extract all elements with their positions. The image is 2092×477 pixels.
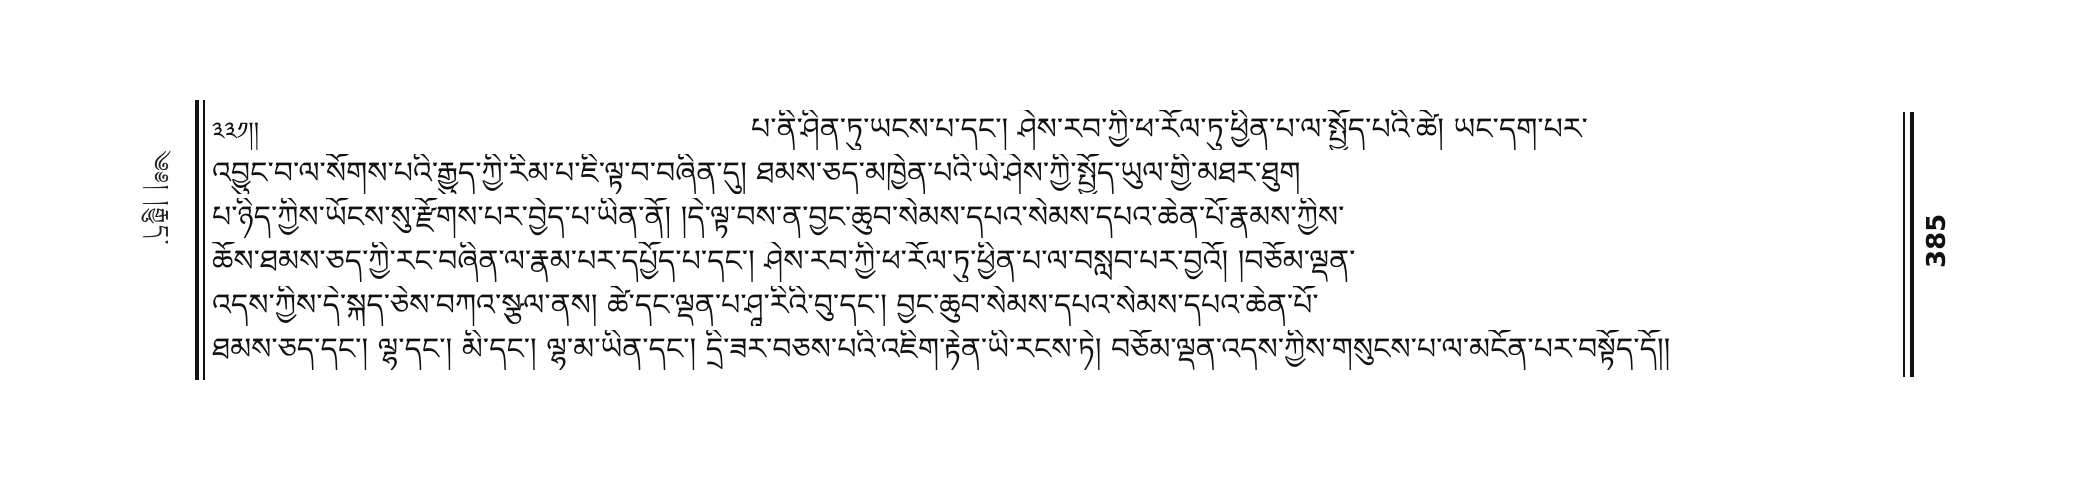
page-number: 385	[1922, 213, 1952, 268]
text-line: པ་ཉིད་ཀྱིས་ཡོངས་སུ་རྫོགས་པར་བྱེད་པ་ཡིན་ནོ། །དེ་ལྟ་བས་ན་བྱང་ཆུབ་སེམས་དཔའ་སེམས་དཔའ་ཆེན་པོ་རྣམས་ཀྱིས་	[212, 200, 1345, 235]
text-line: ཐམས་ཅད་དང་། ལྷ་དང་། མི་དང་། ལྷ་མ་ཡིན་དང་། དྲི་ཟར་བཅས་པའི་འཇིག་རྟེན་ཡི་རངས་ཏེ། བཅོམ་ལྡན་འདས་ཀྱིས་གསུངས་པ་ལ་མངོན་པར་བསྟོད་དོ།།	[212, 332, 1671, 367]
text-line-content: པ་ནི་ཤིན་ཏུ་ཡངས་པ་དང་། ཤེས་རབ་ཀྱི་ཕ་རོལ་ཏུ་ཕྱིན་པ་ལ་སྤྱོད་པའི་ཚེ། ཡང་དག་པར་	[751, 112, 1588, 147]
text-block	[212, 110, 1897, 370]
folio-marker: ༣༣༡།།	[212, 117, 260, 145]
left-border-outer	[195, 100, 199, 380]
text-line: འདས་ཀྱིས་དེ་སྐད་ཅེས་བཀའ་སྩལ་ནས། ཚེ་དང་ལྡན་པ་ཤཱ་རིའི་བུ་དང་། བྱང་ཆུབ་སེམས་དཔའ་སེམས་དཔའ་ཆེན་པོ་	[212, 288, 1319, 323]
left-border-inner	[203, 100, 205, 380]
margin-title: ༄༅། །རྒྱུད་	[147, 150, 172, 247]
text-line: འབྱུང་བ་ལ་སོགས་པའི་རྒྱུད་ཀྱི་རིམ་པ་ཇི་ལྟ་བ་བཞིན་དུ། ཐམས་ཅད་མཁྱེན་པའི་ཡེ་ཤེས་ཀྱི་སྤྱོད་ཡུལ་གྱི་མཐར་ཐུག	[212, 156, 1301, 191]
right-border-inner	[1903, 112, 1905, 377]
right-border-outer	[1910, 112, 1914, 377]
text-line: ཆོས་ཐམས་ཅད་ཀྱི་རང་བཞིན་ལ་རྣམ་པར་དཔྱོད་པ་དང་། ཤེས་རབ་ཀྱི་ཕ་རོལ་ཏུ་ཕྱིན་པ་ལ་བསླབ་པར་བྱའོ། །བཅོམ་ལྡན་	[212, 244, 1356, 279]
text-line	[212, 110, 1897, 150]
